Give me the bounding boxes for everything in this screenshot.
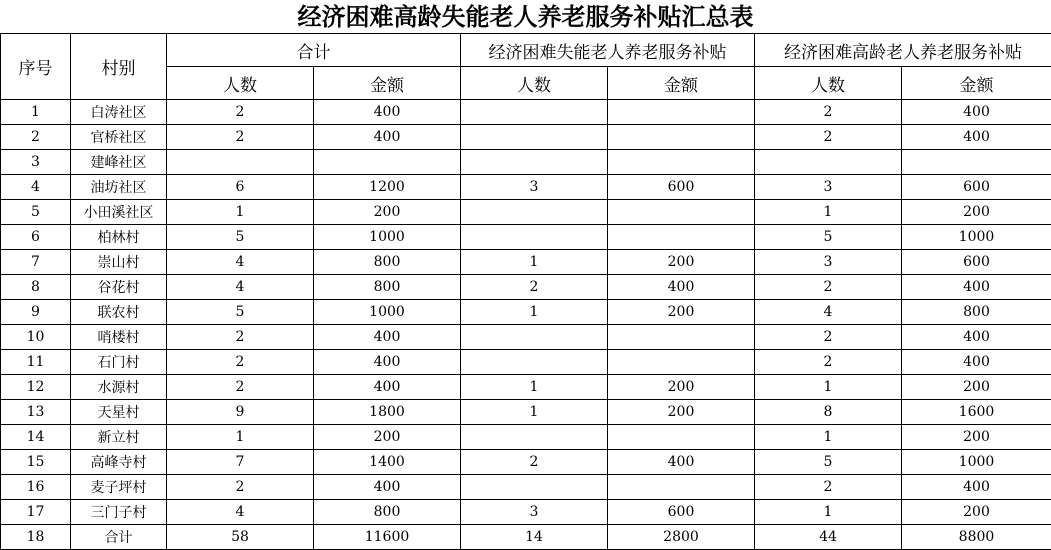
cell-village[interactable]: 新立村 bbox=[71, 425, 167, 450]
cell-disabled-people[interactable]: 3 bbox=[461, 500, 608, 525]
header-total-amount[interactable]: 金额 bbox=[314, 67, 461, 100]
table-row bbox=[1, 275, 1051, 300]
page-title: 经济困难高龄失能老人养老服务补贴汇总表 bbox=[297, 2, 754, 31]
cell-total-amount[interactable]: 400 bbox=[314, 125, 461, 150]
cell-elderly-amount[interactable]: 1000 bbox=[902, 225, 1051, 250]
cell-total-amount[interactable]: 1800 bbox=[314, 400, 461, 425]
cell-total-people[interactable]: 6 bbox=[167, 175, 314, 200]
table-row bbox=[1, 175, 1051, 200]
cell-total-amount[interactable]: 1000 bbox=[314, 225, 461, 250]
cell-disabled-amount[interactable] bbox=[608, 125, 755, 150]
cell-village[interactable]: 麦子坪村 bbox=[71, 475, 167, 500]
cell-elderly-people[interactable]: 44 bbox=[755, 525, 902, 550]
cell-elderly-people[interactable]: 1 bbox=[755, 425, 902, 450]
cell-seq[interactable]: 1 bbox=[1, 100, 71, 125]
cell-total-amount[interactable]: 1000 bbox=[314, 300, 461, 325]
cell-elderly-amount[interactable]: 400 bbox=[902, 100, 1051, 125]
cell-elderly-people[interactable]: 3 bbox=[755, 250, 902, 275]
cell-elderly-people[interactable]: 2 bbox=[755, 275, 902, 300]
cell-village[interactable]: 白涛社区 bbox=[71, 100, 167, 125]
cell-seq[interactable]: 7 bbox=[1, 250, 71, 275]
table-row bbox=[1, 375, 1051, 400]
cell-seq[interactable]: 6 bbox=[1, 225, 71, 250]
cell-total-amount[interactable]: 400 bbox=[314, 325, 461, 350]
cell-disabled-people[interactable] bbox=[461, 125, 608, 150]
cell-disabled-amount[interactable]: 600 bbox=[608, 500, 755, 525]
cell-total-people[interactable]: 2 bbox=[167, 325, 314, 350]
header-elderly-people[interactable]: 人数 bbox=[755, 67, 902, 100]
cell-elderly-amount[interactable] bbox=[902, 150, 1051, 175]
cell-disabled-people[interactable] bbox=[461, 225, 608, 250]
cell-disabled-amount[interactable] bbox=[608, 350, 755, 375]
subsidy-summary-table bbox=[0, 33, 1051, 550]
cell-village[interactable]: 高峰寺村 bbox=[71, 450, 167, 475]
table-row bbox=[1, 500, 1051, 525]
cell-village[interactable]: 官桥社区 bbox=[71, 125, 167, 150]
table-row bbox=[1, 150, 1051, 175]
cell-total-amount[interactable]: 1200 bbox=[314, 175, 461, 200]
table-row bbox=[1, 350, 1051, 375]
cell-seq[interactable]: 15 bbox=[1, 450, 71, 475]
table-row bbox=[1, 450, 1051, 475]
cell-village[interactable]: 石门村 bbox=[71, 350, 167, 375]
table-row bbox=[1, 250, 1051, 275]
cell-disabled-people[interactable] bbox=[461, 325, 608, 350]
cell-village[interactable]: 谷花村 bbox=[71, 275, 167, 300]
cell-total-amount[interactable]: 400 bbox=[314, 475, 461, 500]
cell-disabled-people[interactable] bbox=[461, 425, 608, 450]
cell-seq[interactable]: 11 bbox=[1, 350, 71, 375]
cell-elderly-amount[interactable]: 200 bbox=[902, 375, 1051, 400]
table-row bbox=[1, 325, 1051, 350]
cell-elderly-people[interactable]: 2 bbox=[755, 475, 902, 500]
cell-disabled-amount[interactable]: 200 bbox=[608, 250, 755, 275]
cell-total-amount[interactable]: 11600 bbox=[314, 525, 461, 550]
cell-total-amount[interactable]: 400 bbox=[314, 375, 461, 400]
cell-elderly-amount[interactable]: 1600 bbox=[902, 400, 1051, 425]
cell-disabled-amount[interactable]: 200 bbox=[608, 375, 755, 400]
cell-total-amount[interactable]: 200 bbox=[314, 425, 461, 450]
cell-seq[interactable]: 8 bbox=[1, 275, 71, 300]
cell-elderly-people[interactable]: 5 bbox=[755, 225, 902, 250]
cell-seq[interactable]: 9 bbox=[1, 300, 71, 325]
header-disabled-amount[interactable]: 金额 bbox=[608, 67, 755, 100]
cell-disabled-people[interactable]: 14 bbox=[461, 525, 608, 550]
cell-village[interactable]: 联农村 bbox=[71, 300, 167, 325]
cell-total-people[interactable]: 9 bbox=[167, 400, 314, 425]
cell-elderly-amount[interactable]: 400 bbox=[902, 475, 1051, 500]
cell-disabled-people[interactable] bbox=[461, 350, 608, 375]
cell-total-people[interactable]: 58 bbox=[167, 525, 314, 550]
cell-elderly-people[interactable]: 8 bbox=[755, 400, 902, 425]
table-row bbox=[1, 475, 1051, 500]
cell-disabled-amount[interactable]: 2800 bbox=[608, 525, 755, 550]
cell-elderly-people[interactable]: 1 bbox=[755, 200, 902, 225]
cell-total-people[interactable]: 1 bbox=[167, 200, 314, 225]
cell-seq[interactable]: 16 bbox=[1, 475, 71, 500]
cell-elderly-people[interactable]: 2 bbox=[755, 100, 902, 125]
cell-elderly-amount[interactable]: 400 bbox=[902, 325, 1051, 350]
cell-total-amount[interactable]: 200 bbox=[314, 200, 461, 225]
cell-total-people[interactable]: 2 bbox=[167, 375, 314, 400]
cell-elderly-people[interactable]: 2 bbox=[755, 350, 902, 375]
cell-elderly-people[interactable]: 1 bbox=[755, 500, 902, 525]
cell-village[interactable]: 柏林村 bbox=[71, 225, 167, 250]
cell-village[interactable]: 水源村 bbox=[71, 375, 167, 400]
cell-total-people[interactable] bbox=[167, 150, 314, 175]
cell-disabled-people[interactable] bbox=[461, 150, 608, 175]
cell-elderly-amount[interactable]: 400 bbox=[902, 275, 1051, 300]
table-row bbox=[1, 525, 1051, 550]
cell-total-people[interactable]: 2 bbox=[167, 125, 314, 150]
cell-village[interactable]: 天星村 bbox=[71, 400, 167, 425]
cell-total-people[interactable]: 2 bbox=[167, 350, 314, 375]
table-row bbox=[1, 225, 1051, 250]
header-total-people[interactable]: 人数 bbox=[167, 67, 314, 100]
cell-total-amount[interactable] bbox=[314, 150, 461, 175]
cell-elderly-amount[interactable]: 1000 bbox=[902, 450, 1051, 475]
cell-seq[interactable]: 14 bbox=[1, 425, 71, 450]
table-body bbox=[1, 100, 1051, 550]
cell-disabled-people[interactable]: 3 bbox=[461, 175, 608, 200]
cell-village[interactable]: 崇山村 bbox=[71, 250, 167, 275]
table-row bbox=[1, 200, 1051, 225]
cell-village[interactable]: 建峰社区 bbox=[71, 150, 167, 175]
cell-elderly-people[interactable]: 1 bbox=[755, 375, 902, 400]
cell-disabled-people[interactable] bbox=[461, 200, 608, 225]
table-row bbox=[1, 400, 1051, 425]
cell-elderly-people[interactable]: 5 bbox=[755, 450, 902, 475]
cell-seq[interactable]: 17 bbox=[1, 500, 71, 525]
cell-seq[interactable]: 13 bbox=[1, 400, 71, 425]
cell-disabled-amount[interactable] bbox=[608, 150, 755, 175]
cell-total-people[interactable]: 4 bbox=[167, 500, 314, 525]
header-elderly-amount[interactable]: 金额 bbox=[902, 67, 1051, 100]
cell-elderly-people[interactable] bbox=[755, 150, 902, 175]
cell-total-people[interactable]: 5 bbox=[167, 225, 314, 250]
cell-disabled-people[interactable] bbox=[461, 475, 608, 500]
cell-elderly-amount[interactable]: 200 bbox=[902, 200, 1051, 225]
cell-disabled-people[interactable]: 2 bbox=[461, 450, 608, 475]
cell-elderly-amount[interactable]: 600 bbox=[902, 250, 1051, 275]
header-row-1 bbox=[1, 34, 1051, 67]
cell-seq[interactable]: 2 bbox=[1, 125, 71, 150]
cell-village[interactable]: 油坊社区 bbox=[71, 175, 167, 200]
cell-disabled-amount[interactable] bbox=[608, 475, 755, 500]
cell-village[interactable]: 哨楼村 bbox=[71, 325, 167, 350]
cell-total-people[interactable]: 4 bbox=[167, 250, 314, 275]
cell-disabled-amount[interactable]: 400 bbox=[608, 450, 755, 475]
cell-seq[interactable]: 5 bbox=[1, 200, 71, 225]
cell-total-people[interactable]: 5 bbox=[167, 300, 314, 325]
cell-seq[interactable]: 3 bbox=[1, 150, 71, 175]
cell-elderly-amount[interactable]: 800 bbox=[902, 300, 1051, 325]
cell-total-amount[interactable]: 800 bbox=[314, 275, 461, 300]
header-seq[interactable]: 序号 bbox=[1, 34, 71, 100]
cell-village[interactable]: 合计 bbox=[71, 525, 167, 550]
cell-disabled-amount[interactable]: 400 bbox=[608, 275, 755, 300]
cell-disabled-people[interactable]: 1 bbox=[461, 300, 608, 325]
cell-disabled-amount[interactable] bbox=[608, 325, 755, 350]
cell-disabled-amount[interactable] bbox=[608, 425, 755, 450]
cell-elderly-people[interactable]: 4 bbox=[755, 300, 902, 325]
cell-seq[interactable]: 4 bbox=[1, 175, 71, 200]
cell-disabled-people[interactable]: 1 bbox=[461, 400, 608, 425]
header-village[interactable]: 村别 bbox=[71, 34, 167, 100]
cell-elderly-amount[interactable]: 400 bbox=[902, 350, 1051, 375]
cell-total-people[interactable]: 1 bbox=[167, 425, 314, 450]
cell-seq[interactable]: 12 bbox=[1, 375, 71, 400]
cell-disabled-amount[interactable]: 600 bbox=[608, 175, 755, 200]
cell-disabled-amount[interactable] bbox=[608, 100, 755, 125]
cell-disabled-amount[interactable]: 200 bbox=[608, 400, 755, 425]
cell-elderly-amount[interactable]: 600 bbox=[902, 175, 1051, 200]
table-row bbox=[1, 425, 1051, 450]
cell-elderly-amount[interactable]: 200 bbox=[902, 425, 1051, 450]
cell-total-people[interactable]: 2 bbox=[167, 475, 314, 500]
cell-village[interactable]: 小田溪社区 bbox=[71, 200, 167, 225]
cell-disabled-people[interactable]: 1 bbox=[461, 375, 608, 400]
cell-total-amount[interactable]: 400 bbox=[314, 350, 461, 375]
cell-disabled-people[interactable]: 1 bbox=[461, 250, 608, 275]
cell-elderly-amount[interactable]: 8800 bbox=[902, 525, 1051, 550]
cell-total-amount[interactable]: 400 bbox=[314, 100, 461, 125]
header-disabled-people[interactable]: 人数 bbox=[461, 67, 608, 100]
cell-disabled-people[interactable] bbox=[461, 100, 608, 125]
cell-total-amount[interactable]: 1400 bbox=[314, 450, 461, 475]
cell-seq[interactable]: 18 bbox=[1, 525, 71, 550]
cell-total-people[interactable]: 7 bbox=[167, 450, 314, 475]
cell-total-people[interactable]: 2 bbox=[167, 100, 314, 125]
cell-elderly-people[interactable]: 3 bbox=[755, 175, 902, 200]
cell-elderly-amount[interactable]: 400 bbox=[902, 125, 1051, 150]
header-disabled-subsidy[interactable]: 经济困难失能老人养老服务补贴 bbox=[461, 34, 755, 67]
cell-elderly-amount[interactable]: 200 bbox=[902, 500, 1051, 525]
header-elderly-subsidy[interactable]: 经济困难高龄老人养老服务补贴 bbox=[755, 34, 1051, 67]
cell-village[interactable]: 三门子村 bbox=[71, 500, 167, 525]
table-row bbox=[1, 100, 1051, 125]
cell-elderly-people[interactable]: 2 bbox=[755, 325, 902, 350]
cell-seq[interactable]: 10 bbox=[1, 325, 71, 350]
cell-total-amount[interactable]: 800 bbox=[314, 500, 461, 525]
header-total[interactable]: 合计 bbox=[167, 34, 461, 67]
table-row bbox=[1, 125, 1051, 150]
cell-total-amount[interactable]: 800 bbox=[314, 250, 461, 275]
cell-disabled-people[interactable]: 2 bbox=[461, 275, 608, 300]
cell-total-people[interactable]: 4 bbox=[167, 275, 314, 300]
cell-elderly-people[interactable]: 2 bbox=[755, 125, 902, 150]
table-row bbox=[1, 300, 1051, 325]
cell-disabled-amount[interactable] bbox=[608, 200, 755, 225]
cell-disabled-amount[interactable]: 200 bbox=[608, 300, 755, 325]
cell-disabled-amount[interactable] bbox=[608, 225, 755, 250]
